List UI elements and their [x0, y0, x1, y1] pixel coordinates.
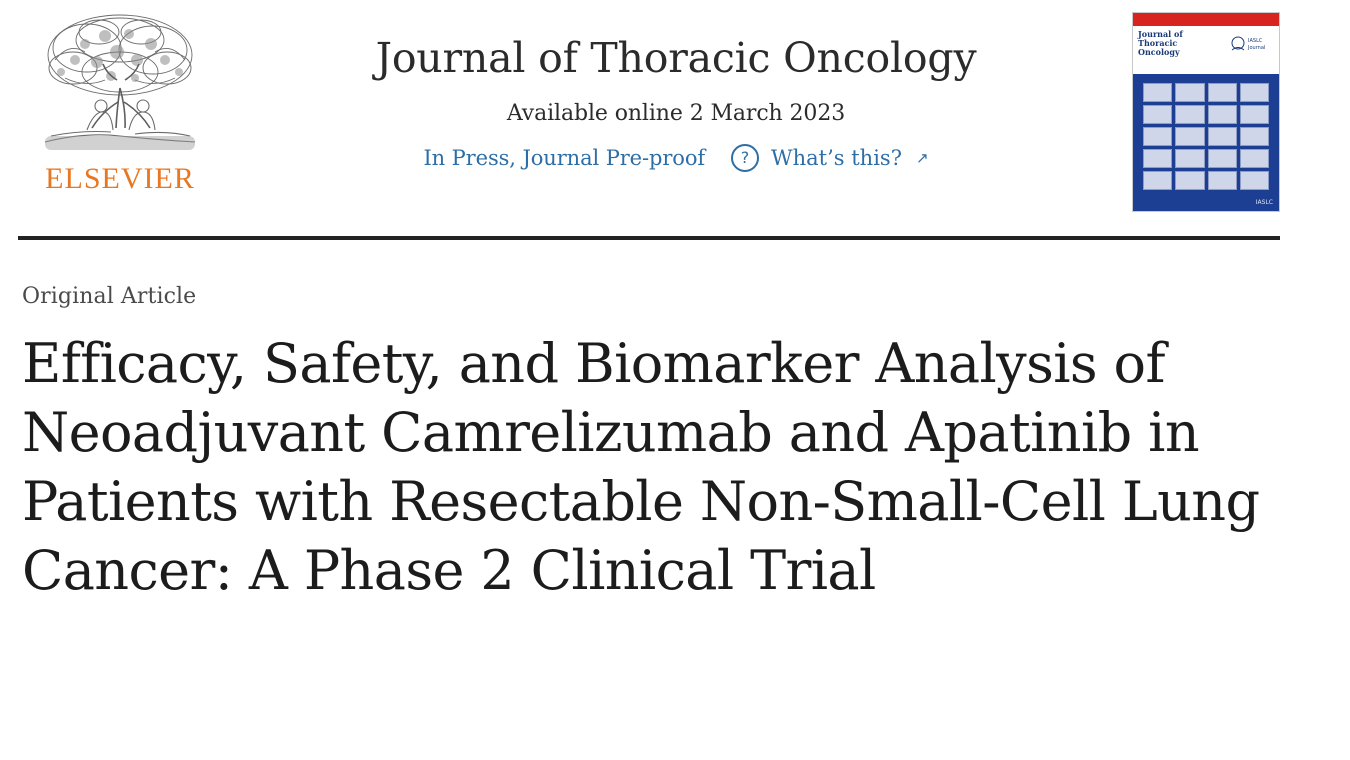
- cover-image-grid: [1143, 83, 1269, 190]
- page-title: Efficacy, Safety, and Biomarker Analysis of Neoadjuvant Camrelizumab and Apatinib in Patients with Resectable Non-Small-Cell Lung Cancer: A Phase 2 Clinical Trial: [22, 332, 1260, 603]
- external-link-arrow-icon: ↗: [915, 149, 929, 168]
- cover-caption: IASLC: [1255, 199, 1273, 206]
- journal-cover-thumbnail[interactable]: [1132, 12, 1280, 212]
- cover-grid-cell: [1208, 127, 1237, 146]
- cover-artwork: [1133, 74, 1279, 211]
- cover-grid-cell: [1143, 149, 1172, 168]
- header-divider: [18, 236, 1280, 240]
- publisher-name: ELSEVIER: [45, 162, 195, 195]
- cover-grid-cell: [1240, 105, 1269, 124]
- whats-this-link[interactable]: [731, 144, 929, 172]
- cover-grid-cell: [1208, 149, 1237, 168]
- cover-grid-cell: [1175, 83, 1204, 102]
- iaslc-logo-icon: [1229, 34, 1273, 56]
- cover-grid-cell: [1175, 149, 1204, 168]
- svg-text:IASLC: IASLC: [1248, 38, 1263, 44]
- cover-title-line3: Oncology: [1138, 46, 1180, 57]
- journal-title: Journal of Thoracic Oncology: [375, 34, 977, 82]
- cover-grid-cell: [1175, 171, 1204, 190]
- cover-grid-cell: [1143, 171, 1172, 190]
- cover-title-line2: Thoracic: [1138, 37, 1178, 48]
- cover-grid-cell: [1143, 83, 1172, 102]
- availability-date: Available online 2 March 2023: [506, 101, 846, 127]
- cover-grid-cell: [1208, 171, 1237, 190]
- cover-grid-cell: [1208, 105, 1237, 124]
- press-status: In Press, Journal Pre-proof: [423, 146, 706, 171]
- cover-grid-cell: [1143, 105, 1172, 124]
- cover-header: [1133, 26, 1279, 74]
- cover-grid-cell: [1175, 105, 1204, 124]
- cover-title-line1: Journal of: [1138, 29, 1183, 39]
- elsevier-tree-icon: [25, 10, 215, 162]
- cover-grid-cell: [1208, 83, 1237, 102]
- cover-grid-cell: [1240, 149, 1269, 168]
- cover-grid-cell: [1175, 127, 1204, 146]
- article-header: [0, 222, 1350, 605]
- cover-grid-cell: [1143, 127, 1172, 146]
- cover-grid-cell: [1240, 171, 1269, 190]
- cover-grid-cell: [1240, 127, 1269, 146]
- press-status-row: [220, 144, 1132, 172]
- cover-grid-cell: [1240, 83, 1269, 102]
- svg-text:Journal: Journal: [1248, 45, 1266, 51]
- journal-info: [220, 6, 1132, 172]
- cover-top-band: [1133, 13, 1279, 26]
- publisher-logo[interactable]: [20, 6, 220, 194]
- article-type-label: Original Article: [22, 284, 197, 309]
- whats-this-label: What’s this?: [771, 146, 902, 171]
- question-circle-icon: ?: [731, 144, 759, 172]
- journal-header: [0, 0, 1350, 222]
